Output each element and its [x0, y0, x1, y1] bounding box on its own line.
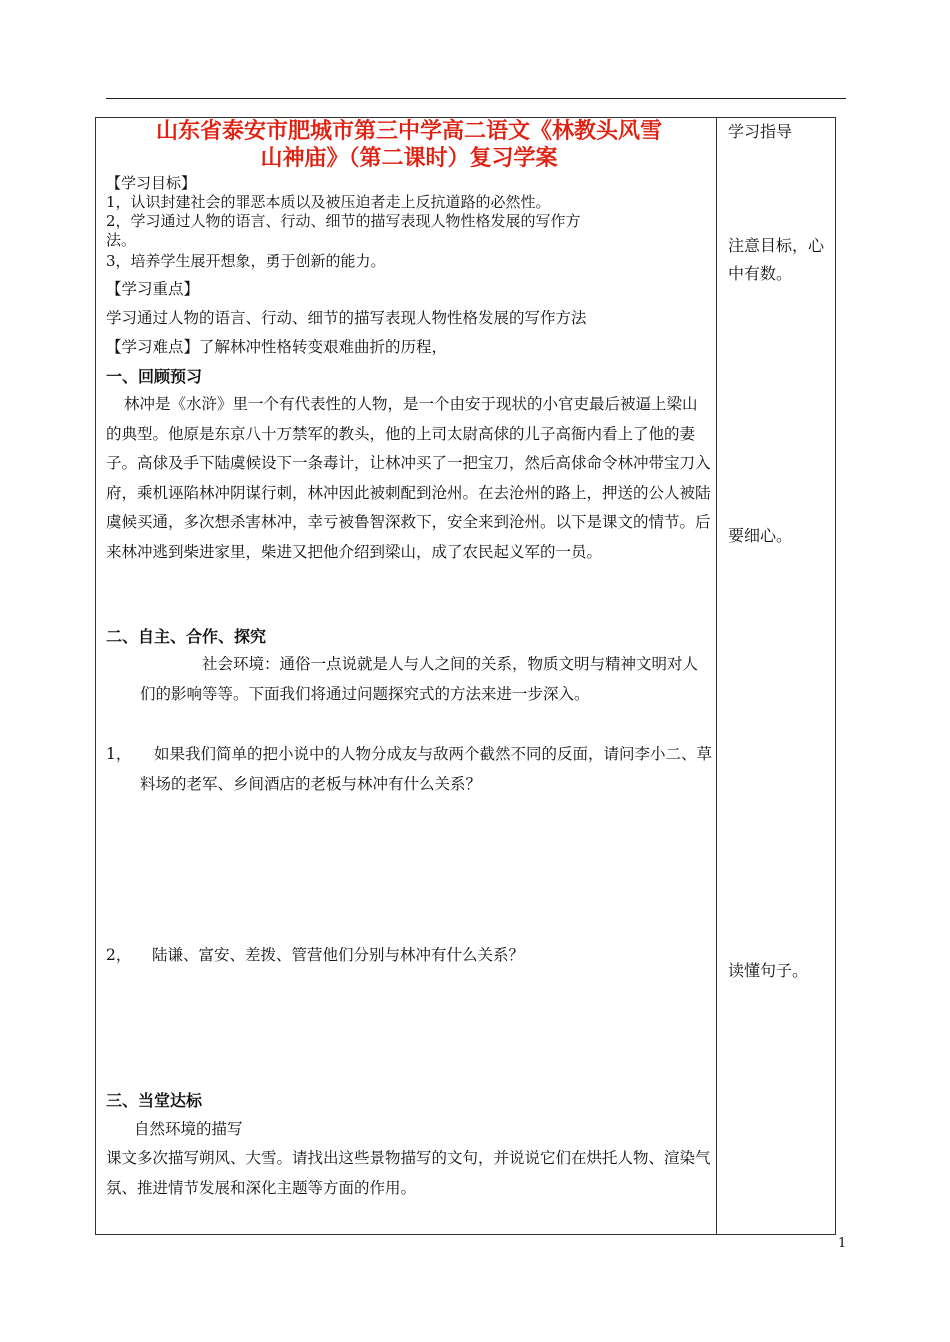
objectives-heading: 【学习目标】 — [106, 174, 197, 192]
section-3-heading: 三、当堂达标 — [106, 1091, 203, 1110]
page-number: 1 — [838, 1236, 847, 1251]
question-1-text: 如果我们简单的把小说中的人物分成友与敌两个截然不同的反面，请问李小二、草料场的老军、乡间酒店的老板与林冲有什么关系？ — [140, 745, 713, 793]
header-rule — [106, 98, 846, 99]
question-1-number: 1， — [106, 745, 132, 763]
sidebar-note-objectives: 注意目标，心中有数。 — [728, 236, 825, 283]
difficulty-text: 了解林冲性格转变艰难曲折的历程， — [199, 338, 448, 356]
question-2-text: 陆谦、富安、差拨、管营他们分别与林冲有什么关系？ — [152, 946, 525, 964]
difficulty-heading: 【学习难点】 — [106, 338, 200, 356]
column-divider — [716, 117, 717, 1235]
objective-item-2: 2，学习通过人物的语言、行动、细节的描写表现人物性格发展的写作方 — [106, 212, 581, 230]
key-points-heading: 【学习重点】 — [106, 280, 200, 298]
document-title — [106, 118, 712, 172]
section-2-intro: 社会环境：通俗一点说就是人与人之间的关系，物质文明与精神文明对人们的影响等等。下面我们将通过问题探究式的方法来进一步深入。 — [140, 655, 699, 703]
section-3-subheading: 自然环境的描写 — [134, 1120, 243, 1138]
objective-item-2-cont: 法。 — [106, 231, 137, 249]
section-2-heading: 二、自主、合作、探究 — [106, 627, 267, 646]
sidebar-note-read: 读懂句子。 — [728, 961, 809, 980]
key-points-text: 学习通过人物的语言、行动、细节的描写表现人物性格发展的写作方法 — [106, 309, 587, 327]
title-line-1: 山东省泰安市肥城市第三中学高二语文《林教头风雪 — [155, 118, 662, 144]
difficulty-block — [106, 333, 712, 363]
sidebar-note-careful: 要细心。 — [728, 526, 793, 545]
section-1-heading: 一、回顾预习 — [106, 367, 203, 386]
title-line-2: 山神庙》（第二课时）复习学案 — [260, 145, 558, 171]
section-1-paragraph: 林冲是《水浒》里一个有代表性的人物，是一个由安于现状的小官吏最后被逼上梁山的典型。他原是东京八十万禁军的教头，他的上司太尉高俅的儿子高衙内看上了他的妻子。高俅及手下陆虞候设下一条毒计，让林冲买了一把宝刀，然后高俅命令林冲带宝刀入府，乘机诬陷林冲阴谋行刺，林冲因此被刺配到沧州。在去沧州的路上，押送的公人被陆虞候买通，多次想杀害林冲，幸亏被鲁智深救下，安全来到沧州。以下是课文的情节。后来林冲逃到柴进家里，柴进又把他介绍到梁山，成了农民起义军的一员。 — [106, 395, 711, 561]
sidebar-header: 学习指导 — [728, 122, 793, 141]
objective-item-3: 3，培养学生展开想象，勇于创新的能力。 — [106, 252, 386, 270]
section-3-paragraph: 课文多次描写朔风、大雪。请找出这些景物描写的文句，并说说它们在烘托人物、渲染气氛、推进情节发展和深化主题等方面的作用。 — [106, 1149, 711, 1197]
objective-item-1: 1，认识封建社会的罪恶本质以及被压迫者走上反抗道路的必然性。 — [106, 193, 551, 211]
question-2-number: 2， — [106, 946, 132, 964]
